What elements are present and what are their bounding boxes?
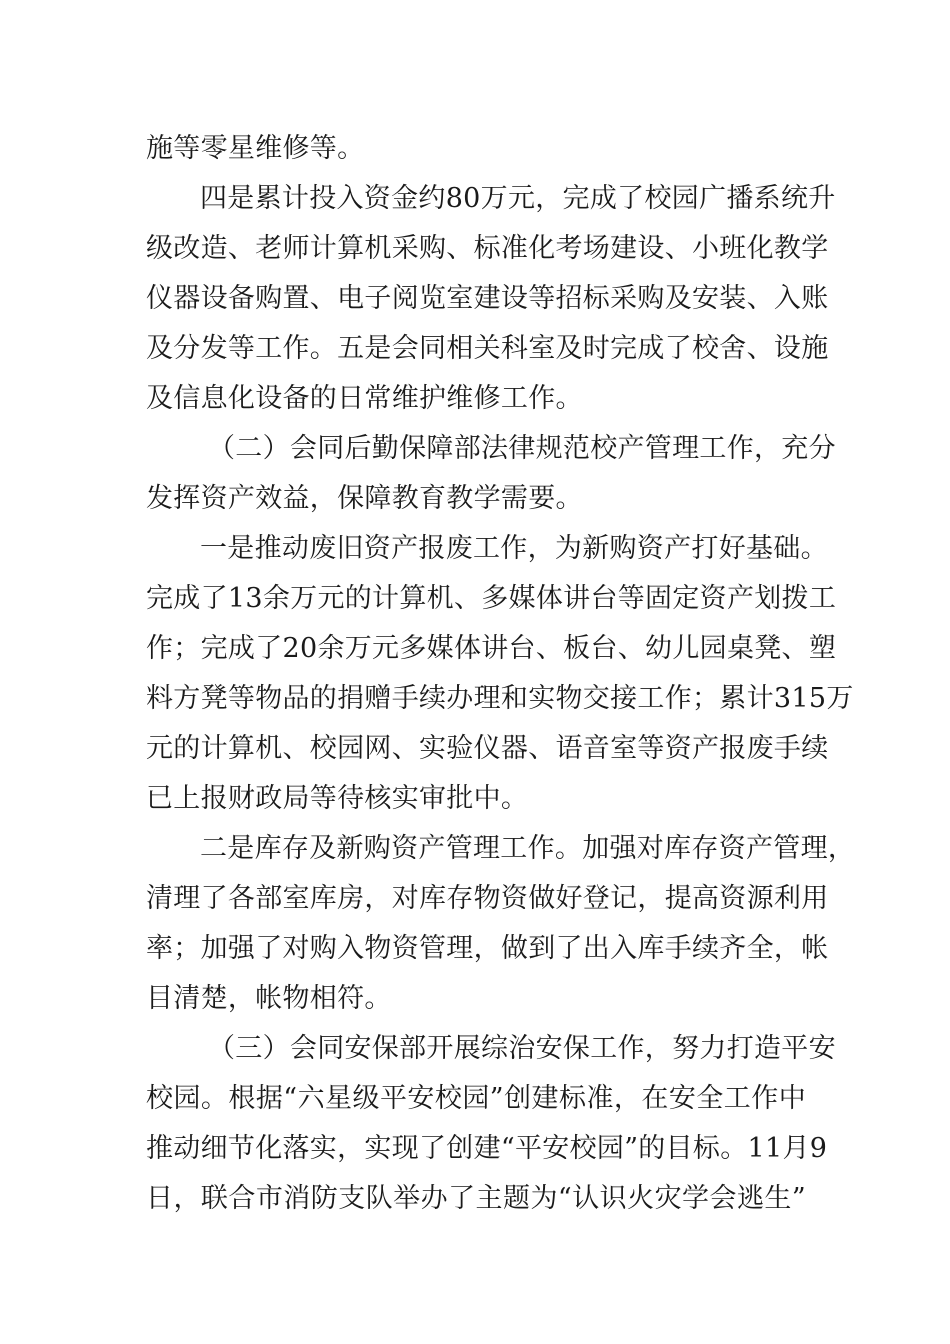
text-line-18: 目清楚，帐物相符。 <box>146 983 392 1014</box>
text-line-1: 施等零星维修等。 <box>146 133 365 164</box>
text-line-9: 一是推动废旧资产报废工作，为新购资产打好基础。 <box>200 533 828 564</box>
text-line-5: 及分发等工作。五是会同相关科室及时完成了校舍、设施 <box>146 333 829 364</box>
text-line-15: 二是库存及新购资产管理工作。加强对库存资产管理， <box>200 833 856 864</box>
text-line-14: 已上报财政局等待核实审批中。 <box>146 783 529 814</box>
text-line-12: 料方凳等物品的捐赠手续办理和实物交接工作；累计315万 <box>146 683 854 714</box>
text-line-8: 发挥资产效益，保障教育教学需要。 <box>146 483 583 514</box>
section-heading-3: （三）会同安保部开展综治安保工作，努力打造平安 <box>208 1033 836 1064</box>
text-line-4: 仪器设备购置、电子阅览室建设等招标采购及安装、入账 <box>146 283 829 314</box>
section-heading-2: （二）会同后勤保障部法律规范校产管理工作，充分 <box>208 433 836 464</box>
text-line-20: 校园。根据“六星级平安校园”创建标准，在安全工作中 <box>146 1083 806 1114</box>
text-line-10: 完成了13余万元的计算机、多媒体讲台等固定资产划拨工 <box>146 583 837 614</box>
text-line-11: 作；完成了20余万元多媒体讲台、板台、幼儿园桌凳、塑 <box>146 633 837 664</box>
text-line-22: 日，联合市消防支队举办了主题为“认识火灾学会逃生” <box>146 1183 806 1214</box>
text-line-2: 四是累计投入资金约80万元，完成了校园广播系统升 <box>200 183 836 214</box>
text-line-13: 元的计算机、校园网、实验仪器、语音室等资产报废手续 <box>146 733 829 764</box>
text-line-16: 清理了各部室库房，对库存物资做好登记，提高资源利用 <box>146 883 829 914</box>
text-line-17: 率；加强了对购入物资管理，做到了出入库手续齐全，帐 <box>146 933 829 964</box>
text-line-21: 推动细节化落实，实现了创建“平安校园”的目标。11月9 <box>146 1133 828 1164</box>
text-line-3: 级改造、老师计算机采购、标准化考场建设、小班化教学 <box>146 233 829 264</box>
text-line-6: 及信息化设备的日常维护维修工作。 <box>146 383 583 414</box>
